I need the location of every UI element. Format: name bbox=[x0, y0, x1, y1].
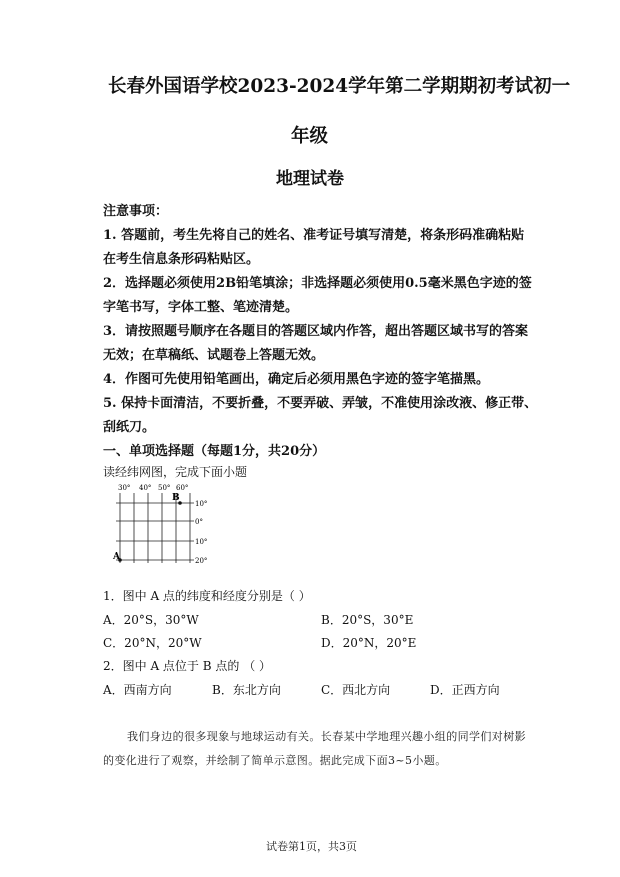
question-option: A．20°S，30°W bbox=[103, 613, 199, 627]
question-option: C．20°N，20°W bbox=[103, 636, 202, 650]
longitude-label: 40° bbox=[139, 484, 152, 492]
question-option: A．西南方向 bbox=[103, 683, 172, 697]
notice-heading: 注意事项： bbox=[103, 204, 169, 219]
question-stem: 2．图中 A 点位于 B 点的 （ ） bbox=[103, 659, 272, 673]
lat-long-grid-figure bbox=[106, 480, 226, 570]
question-stem: 1．图中 A 点的纬度和经度分别是（ ） bbox=[103, 589, 311, 603]
point-b-label: B bbox=[172, 493, 180, 503]
exam-title-line1: 长春外国语学校2023-2024学年第二学期期初考试初一 bbox=[108, 76, 571, 97]
notice-line: 无效；在草稿纸、试题卷上答题无效。 bbox=[103, 348, 325, 363]
latitude-label: 20° bbox=[195, 557, 208, 565]
notice-line: 5. 保持卡面清洁，不要折叠，不要弄破、弄皱，不准使用涂改液、修正带、 bbox=[103, 396, 538, 411]
page-footer: 试卷第1页，共3页 bbox=[266, 840, 357, 853]
longitude-label: 50° bbox=[158, 484, 171, 492]
notice-line: 2．选择题必须使用2B铅笔填涂；非选择题必须使用0.5毫米黑色字迹的签 bbox=[103, 276, 532, 291]
latitude-label: 10° bbox=[195, 538, 208, 546]
notice-line: 3．请按照题号顺序在各题目的答题区域内作答，超出答题区域书写的答案 bbox=[103, 324, 529, 339]
section-heading: 一、单项选择题（每题1分，共20分） bbox=[103, 444, 326, 459]
latitude-label: 10° bbox=[195, 500, 208, 508]
section-intro: 读经纬网图，完成下面小题 bbox=[103, 465, 248, 479]
exam-subject: 地理试卷 bbox=[276, 169, 344, 189]
notice-line: 4．作图可先使用铅笔画出，确定后必须用黑色字迹的签字笔描黑。 bbox=[103, 372, 490, 387]
question-option: D．20°N，20°E bbox=[321, 636, 417, 650]
notice-line: 在考生信息条形码粘贴区。 bbox=[103, 252, 260, 267]
passage-line: 我们身边的很多现象与地球运动有关。长春某中学地理兴趣小组的同学们对树影 bbox=[127, 730, 526, 743]
exam-title-line2: 年级 bbox=[291, 126, 329, 147]
question-option: B．东北方向 bbox=[212, 683, 281, 697]
notice-line: 1. 答题前，考生先将自己的姓名、准考证号填写清楚，将条形码准确粘贴 bbox=[103, 228, 525, 243]
question-option: B．20°S，30°E bbox=[321, 613, 414, 627]
longitude-label: 60° bbox=[176, 484, 189, 492]
notice-line: 字笔书写，字体工整、笔迹清楚。 bbox=[103, 300, 299, 315]
passage-line: 的变化进行了观察，并绘制了简单示意图。据此完成下面3~5小题。 bbox=[103, 754, 447, 767]
point-a-label: A bbox=[113, 552, 120, 562]
latitude-label: 0° bbox=[195, 518, 203, 526]
longitude-label: 30° bbox=[118, 484, 131, 492]
question-option: D．正西方向 bbox=[430, 683, 500, 697]
question-option: C．西北方向 bbox=[321, 683, 391, 697]
notice-line: 刮纸刀。 bbox=[103, 420, 156, 435]
